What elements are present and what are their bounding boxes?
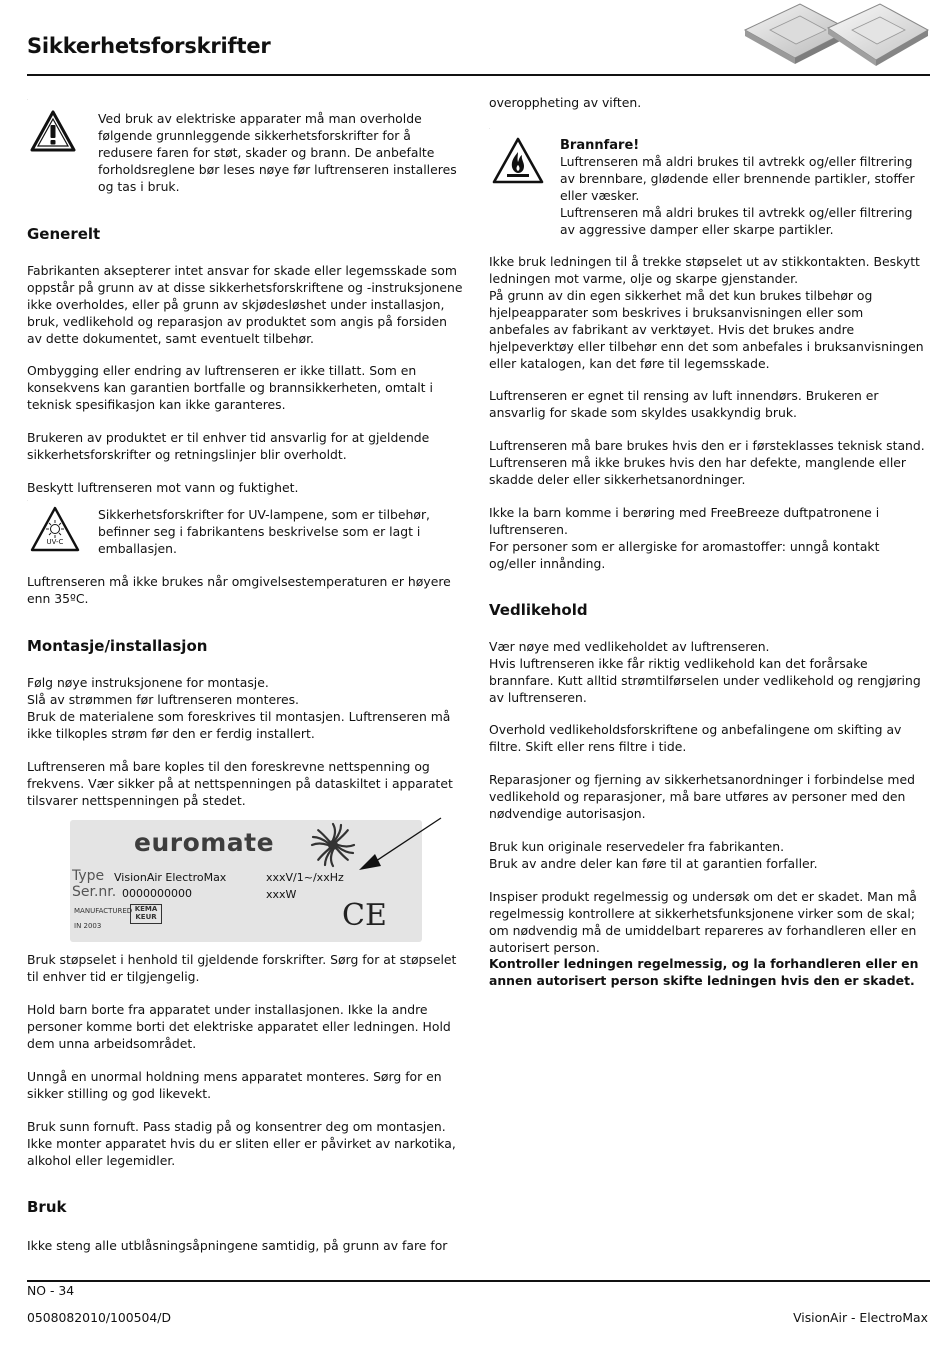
montasje-paragraph: Bruk støpselet i henhold til gjeldende forskrifter. Sørg for at støpselet til enhver tid er tilgjengelig.: [27, 952, 457, 984]
section-heading-vedlikehold: Vedlikehold: [489, 601, 588, 619]
right-paragraph: Ikke bruk ledningen til å trekke støpselet ut av stikkontakten. Beskytt ledningen mot varme, olje og skarpe gjenstander. På grunn av din egen sikkerhet må det kun brukes tilbehør og hjelpeapparater som beskrives i bruksanvisningen eller som anbefales av fabrikant av verktøyet. Hvis det brukes andre hjelpeverktøy eller tilbehør enn det som anbefales i bruksanvisningen eller katalogen, kan det føre til legemsskade.: [489, 254, 924, 371]
voltage-value: xxxV/1~/xxHz: [266, 871, 344, 884]
right-paragraph: Luftrenseren må bare brukes hvis den er i førsteklasses teknisk stand. Luftrenseren må ikke brukes hvis den har defekte, manglende eller skadde deler eller sikkerhetsanordninger.: [489, 438, 925, 487]
serial-value: 0000000000: [122, 887, 192, 900]
vedlikehold-paragraph: Overhold vedlikeholdsforskriftene og anbefalingene om skifting av filtre. Skift eller rens filtre i tide.: [489, 722, 902, 754]
type-label: Type: [72, 868, 105, 884]
bruk-paragraph: Ikke steng alle utblåsningsåpningene samtidig, på grunn av fare for: [27, 1238, 448, 1253]
brand-logo: euromate: [134, 828, 275, 857]
type-value: VisionAir ElectroMax: [114, 871, 227, 884]
vedlikehold-paragraph: Vær nøye med vedlikeholdet av luftrenseren. Hvis luftrenseren ikke får riktig vedlikehold kan det forårsake brannfare. Kutt alltid strømtilførselen under vedlikehold og rengjøring av luftrenseren.: [489, 639, 921, 705]
product-name: VisionAir - ElectroMax: [793, 1310, 928, 1325]
fire-warning-text: Luftrenseren må aldri brukes til avtrekk og/eller filtrering av brennbare, glødende eller brennende partikler, stoffer eller væsker. Luftrenseren må aldri brukes til avtrekk og/eller filtrering av aggressive damper eller skarpe partikler.: [560, 154, 915, 237]
fire-heading: Brannfare!: [560, 138, 640, 153]
marker-dot: .: [27, 96, 29, 101]
serial-label: Ser.nr.: [72, 884, 117, 900]
product-photo: [740, 0, 930, 72]
montasje-paragraph: Luftrenseren må bare koples til den foreskrevne nettspenning og frekvens. Vær sikker på at nettspenningen på dataskiltet i apparatet tilsvarer nettspenningen på stedet.: [27, 759, 453, 808]
uv-icon-label: UV-C: [46, 538, 64, 546]
page-title: Sikkerhetsforskrifter: [27, 34, 271, 58]
marker-dot: .: [489, 125, 491, 130]
power-value: xxxW: [266, 888, 297, 901]
section-heading-montasje: Montasje/installasjon: [27, 637, 208, 655]
uv-safety-text: Sikkerhetsforskrifter for UV-lampene, som er tilbehør, befinner seg i fabrikantens beskrivelse som er lagt i emballasjen.: [98, 507, 430, 556]
vedlikehold-paragraph: Inspiser produkt regelmessig og undersøk om det er skadet. Man må regelmessig kontrollere at sikkerhetsfunksjonene virker som de skal; om nødvendig må de umiddelbart repareres av forhandleren eller en autorisert person.: [489, 889, 917, 955]
generelt-paragraph: Brukeren av produktet er til enhver tid ansvarlig for at gjeldende sikkerhetsforskrifter og retningslinjer blir overholdt.: [27, 430, 430, 462]
section-heading-generelt: Generelt: [27, 225, 101, 243]
vedlikehold-paragraph: Reparasjoner og fjerning av sikkerhetsanordninger i forbindelse med vedlikehold og reparasjoner, må bare utføres av personer med den nødvendige autorisasjon.: [489, 772, 915, 821]
vedlikehold-paragraph: Bruk kun originale reservedeler fra fabrikanten. Bruk av andre deler kan føre til at garantien forfaller.: [489, 839, 818, 871]
kema-keur-mark: KEMA KEUR: [130, 904, 162, 924]
right-paragraph: Ikke la barn komme i berøring med FreeBreeze duftpatronene i luftrenseren. For personer som er allergiske for aromastoffer: unngå kontakt og/eller innånding.: [489, 505, 880, 571]
montasje-paragraph: Unngå en unormal holdning mens apparatet monteres. Sørg for en sikker stilling og god likevekt.: [27, 1069, 442, 1101]
generelt-paragraph: Beskytt luftrenseren mot vann og fuktighet.: [27, 480, 299, 495]
right-paragraph: Luftrenseren er egnet til rensing av luft innendørs. Brukeren er ansvarlig for skade som skyldes usakkyndig bruk.: [489, 388, 879, 420]
pointer-arrow-icon: [355, 816, 445, 872]
fire-hazard-icon: [492, 137, 544, 185]
marker-dot: .: [27, 497, 29, 502]
manufactured-year: IN 2003: [74, 922, 102, 930]
ce-mark: CE: [342, 898, 387, 933]
footer-rule: [27, 1280, 930, 1282]
right-paragraph: overoppheting av viften.: [489, 95, 642, 110]
montasje-paragraph: Følg nøye instruksjonene for montasje. Slå av strømmen før luftrenseren monteres. Bruk de materialene som foreskrives til montasjen. Luftrenseren må ikke tilkoples strøm før den er ferdig installert.: [27, 675, 451, 741]
document-code: 0508082010/100504/D: [27, 1310, 172, 1325]
montasje-paragraph: Hold barn borte fra apparatet under installasjonen. Ikke la andre personer komme borti det elektriske apparatet eller ledningen. Hold dem unna arbeidsområdet.: [27, 1002, 451, 1051]
page-number: NO - 34: [27, 1283, 75, 1298]
uv-warning-icon: [30, 506, 80, 552]
warning-triangle-icon: [30, 110, 76, 152]
vedlikehold-bold-paragraph: Kontroller ledningen regelmessig, og la forhandleren eller en annen autorisert person skifte ledningen hvis den er skadet.: [489, 956, 919, 988]
manufactured-label: MANUFACTURED: [74, 907, 133, 915]
intro-text: Ved bruk av elektriske apparater må man overholde følgende grunnleggende sikkerhetsforskrifter for å redusere faren for støt, skader og brann. De anbefalte forholdsreglene bør leses nøye før luftrenseren installeres og tas i bruk.: [98, 111, 457, 194]
section-heading-bruk: Bruk: [27, 1198, 67, 1216]
fan-logo-icon: [310, 822, 356, 868]
generelt-paragraph: Fabrikanten aksepterer intet ansvar for skade eller legemsskade som oppstår på grunn av at disse sikkerhetsforskriftene og -instruksjonene ikke overholdes, eller på grunn av skjødesløshet under installasjon, bruk, vedlikehold og reparasjon av produktet som angis på forsiden av dette dokumentet, samt eventuelt tilbehør.: [27, 263, 463, 346]
montasje-paragraph: Bruk sunn fornuft. Pass stadig på og konsentrer deg om montasjen. Ikke monter apparatet hvis du er sliten eller er påvirket av narkotika, alkohol eller legemidler.: [27, 1119, 456, 1168]
generelt-paragraph: Luftrenseren må ikke brukes når omgivelsestemperaturen er høyere enn 35ºC.: [27, 574, 451, 606]
header-rule: [27, 74, 930, 76]
generelt-paragraph: Ombygging eller endring av luftrenseren er ikke tillatt. Som en konsekvens kan garantien bortfalle og brannsikkerheten, omtalt i teknisk spesifikasjon kan ikke garanteres.: [27, 363, 433, 412]
